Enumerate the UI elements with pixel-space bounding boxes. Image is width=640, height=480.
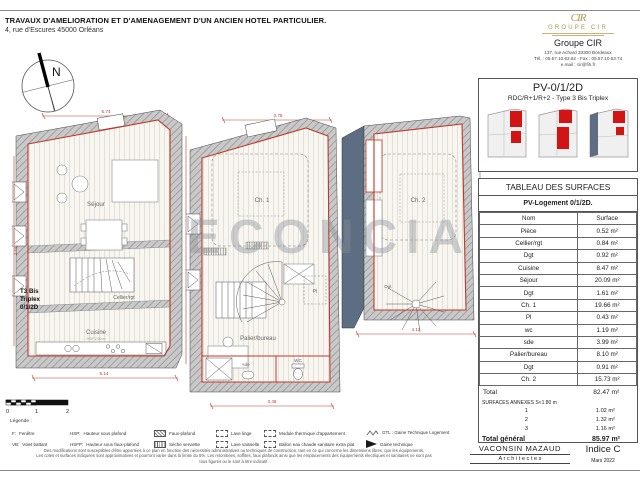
architect-name: VACONSIN MAZAUD: [470, 444, 570, 455]
company-phone-line: Tél. : 05.57.10.63.62 - Fax : 05.57.10.63.74: [533, 56, 623, 62]
kitchen-counter: [36, 342, 166, 355]
table-row: [480, 225, 637, 237]
cell-nom: Dgt: [480, 361, 578, 373]
top-frame-line: [0, 10, 640, 11]
project-address: 4, rue d'Escures 45000 Orléans: [5, 27, 104, 34]
room-label-cellier: Cellier/rgt: [113, 295, 135, 301]
cell-surface: 15.73 m²: [578, 374, 637, 386]
lave-linge-icon: [216, 430, 228, 437]
legend-abbr: VB:: [12, 441, 20, 447]
logo-divider: [542, 33, 614, 34]
cell-nom: wc: [480, 324, 578, 336]
floorplan-rdc: [12, 96, 188, 408]
cell-nom: Pièce: [480, 225, 578, 237]
module-thermique-icon: [264, 430, 276, 437]
surfaces-subtitle: PV-Logement 0/1/2D.: [479, 196, 637, 212]
disclaimer-text: [8, 448, 460, 464]
key-plan-row: [479, 105, 637, 163]
cir-monogram-icon: CIR: [570, 12, 586, 24]
ballon-icon: [264, 441, 276, 448]
dimension-value: 5.14: [99, 371, 109, 376]
compass-north-label: N: [52, 65, 61, 79]
cell-surface: 3.99 m²: [578, 336, 637, 348]
room-label-ch2: Ch. 2: [410, 197, 426, 204]
revision-indice: Indice C: [585, 444, 621, 455]
total-general-label: Total général: [482, 435, 526, 443]
gaine-technique-icon: [366, 440, 377, 448]
dimension-value: 5.74: [101, 109, 111, 114]
scale-tick-2: 2: [66, 409, 70, 415]
annex-num: 3: [524, 425, 528, 432]
faux-plafond-icon: [154, 430, 166, 437]
legend-label: Fenêtre: [19, 430, 35, 436]
cell-nom: Ch. 1: [480, 299, 578, 311]
surfaces-table-box: [478, 178, 638, 443]
room-label-dgt: Dgt: [384, 284, 392, 289]
disclaimer-line: tous figurés ou le sont à titre indicatif.: [199, 458, 269, 464]
total-value: 82.47 m²: [593, 388, 620, 396]
legend-label: Hauteur sous plafond: [83, 430, 127, 436]
annexes-label: SURFACES ANNEXES S<1.80 m: [482, 400, 557, 407]
dimension-value: 3.48: [267, 399, 277, 404]
annex-num: 2: [524, 416, 528, 423]
pv-type: RDC/R+1/R+2 - Type 3 Bis Triplex: [507, 95, 609, 102]
disclaimer-line: Des modifications sont susceptibles d'être apportées à ce plan en fonction des nécessités administratives ou techniques de construction, tant en ce qui concerne les dimensions libres, que les équipements,: [43, 448, 425, 453]
legend-row-1: [12, 429, 572, 437]
seche-serviette-icon: [154, 441, 166, 448]
cell-nom: Dgt: [480, 287, 578, 299]
legend-abbr: HSP:: [70, 430, 81, 436]
legend-label: Faux-plafond: [169, 430, 196, 436]
dimension-value: 4.12: [411, 327, 421, 332]
table-row: [480, 299, 637, 311]
table-header-row: [480, 213, 637, 225]
room-label-ch1: Ch. 1: [254, 197, 270, 204]
legend-title: Légende :: [10, 419, 32, 424]
total-label: Total: [483, 388, 497, 396]
cell-surface: 19.66 m²: [578, 299, 637, 311]
table-row: [480, 262, 637, 274]
annex-value: 1.32 m²: [595, 416, 615, 423]
table-row: [480, 274, 637, 286]
cell-surface: 0.92 m²: [578, 250, 637, 262]
logo-brand-text: GROUPE CIR: [547, 25, 608, 31]
key-plan-r1: [535, 105, 581, 163]
legend-label: GTL : Gaine Technique Logement: [382, 430, 450, 436]
unit-type-line: 0/1/2D: [20, 303, 39, 311]
company-email-line: e.mail : cir@fih.fr: [560, 62, 596, 68]
table-row: [480, 349, 637, 361]
cell-nom: Cellier/rgt: [480, 237, 578, 249]
room-label-pl: Pl: [312, 289, 318, 295]
cell-nom: Dgt: [480, 250, 578, 262]
dimension-value: 3.75: [273, 113, 283, 118]
cell-surface: 1.61 m²: [578, 287, 637, 299]
cell-surface: 0.91 m²: [578, 361, 637, 373]
project-title: TRAVAUX D'AMELIORATION ET D'AMENAGEMENT D'UN ANCIEN HOTEL PARTICULIER.: [5, 16, 327, 25]
legend-label: Lave vaisselle: [231, 441, 260, 447]
table-row: [480, 324, 637, 336]
table-row: [480, 374, 637, 386]
cell-nom: Palier/bureau: [480, 349, 578, 361]
revision-date: Mars 2022: [591, 458, 615, 464]
col-header-nom: Nom: [480, 213, 578, 225]
key-plan-r2: [586, 105, 632, 163]
annex-num: 1: [524, 407, 528, 414]
cell-nom: Ch. 2: [480, 374, 578, 386]
table-row: [480, 361, 637, 373]
total-general-value: 85.97 m²: [591, 435, 621, 443]
stair-rdc: [70, 258, 134, 292]
company-address-line: 137, rue Achard 33300 Bordeaux: [544, 50, 612, 55]
legend-abbr: HSFP:: [70, 441, 84, 447]
groupe-cir-logo-block: [516, 12, 640, 69]
unit-type-line: T3 Bis: [20, 288, 39, 295]
legend-label: Ballon eau chaude sanitaire extra plat: [279, 441, 355, 447]
room-sublabel-cuisine-hsp: HSP 2.50 m: [86, 337, 106, 341]
scale-tick-0: 0: [6, 409, 10, 415]
pv-code: PV-0/1/2D: [532, 82, 584, 94]
total-row: [479, 386, 637, 398]
legend-label: Hauteur sous faux-plafond: [86, 441, 140, 447]
legend-label: Module thermique d'appartement: [279, 430, 345, 436]
disclaimer-line: Les cotes et surfaces indiquées sont approximatives et pourront varier dans la limite du 5%. Les retombées, soffites, faux plafonds ainsi que les emplacements des équipements électriques et sanitaires ne sont pas: [36, 453, 432, 459]
legend-label: Lave linge: [231, 430, 252, 436]
annex-value: 1.02 m²: [595, 407, 615, 414]
lave-vaisselle-icon: [216, 441, 228, 448]
room-label-cuisine: Cuisine: [85, 330, 107, 336]
architect-profession: A r c h i t e c t e s: [498, 456, 542, 462]
surfaces-title: TABLEAU DES SURFACES: [479, 179, 637, 196]
logo-divider: [552, 35, 604, 36]
table-row: [480, 287, 637, 299]
legend-abbr: F:: [12, 430, 16, 436]
surfaces-table: [479, 212, 637, 386]
legend-label: Gaine technique: [380, 441, 413, 447]
cell-surface: 20.09 m²: [578, 274, 637, 286]
room-label-palier: Palier/bureau: [240, 336, 276, 342]
table-row: [480, 250, 637, 262]
key-plan-rdc: [484, 105, 530, 163]
room-label-sde: sde: [242, 362, 250, 367]
annex-row: [479, 415, 637, 424]
room-label-wc: WC: [294, 358, 302, 363]
cell-surface: 0.84 m²: [578, 237, 637, 249]
table-row: [480, 336, 637, 348]
company-name: Groupe CIR: [553, 38, 603, 48]
col-header-surface: Surface: [578, 213, 637, 225]
company-address: [516, 50, 640, 69]
cell-nom: Séjour: [480, 274, 578, 286]
cell-nom: Cuisine: [480, 262, 578, 274]
scale-bar: [4, 398, 84, 416]
room-label-sejour: Séjour: [87, 201, 105, 208]
gtl-icon: [366, 429, 379, 437]
watermark: ECONCIA: [187, 211, 473, 264]
pv-key-box: [478, 78, 638, 172]
table-row: [480, 237, 637, 249]
legend-label: Volet battant: [22, 441, 48, 447]
scale-tick-1: 1: [35, 409, 39, 415]
cell-surface: 0.52 m²: [578, 225, 637, 237]
cell-nom: Pl: [480, 312, 578, 324]
unit-type-line: Triplex: [20, 295, 40, 303]
annex-row: [479, 406, 637, 415]
compass-needle: [39, 53, 48, 87]
table-row: [480, 312, 637, 324]
cell-nom: sde: [480, 336, 578, 348]
cell-surface: 1.19 m²: [578, 324, 637, 336]
unit-type-label: [20, 288, 64, 311]
cell-surface: 0.43 m²: [578, 312, 637, 324]
dimension-value: 2.40: [13, 246, 18, 256]
bottom-frame-line: [0, 470, 640, 471]
cell-surface: 8.10 m²: [578, 349, 637, 361]
revision-block: [570, 444, 636, 464]
annex-value: 1.16 m²: [595, 425, 615, 432]
legend-row-2: [12, 440, 572, 448]
legend-label: Sèche serviette: [169, 441, 201, 447]
cell-surface: 8.47 m²: [578, 262, 637, 274]
